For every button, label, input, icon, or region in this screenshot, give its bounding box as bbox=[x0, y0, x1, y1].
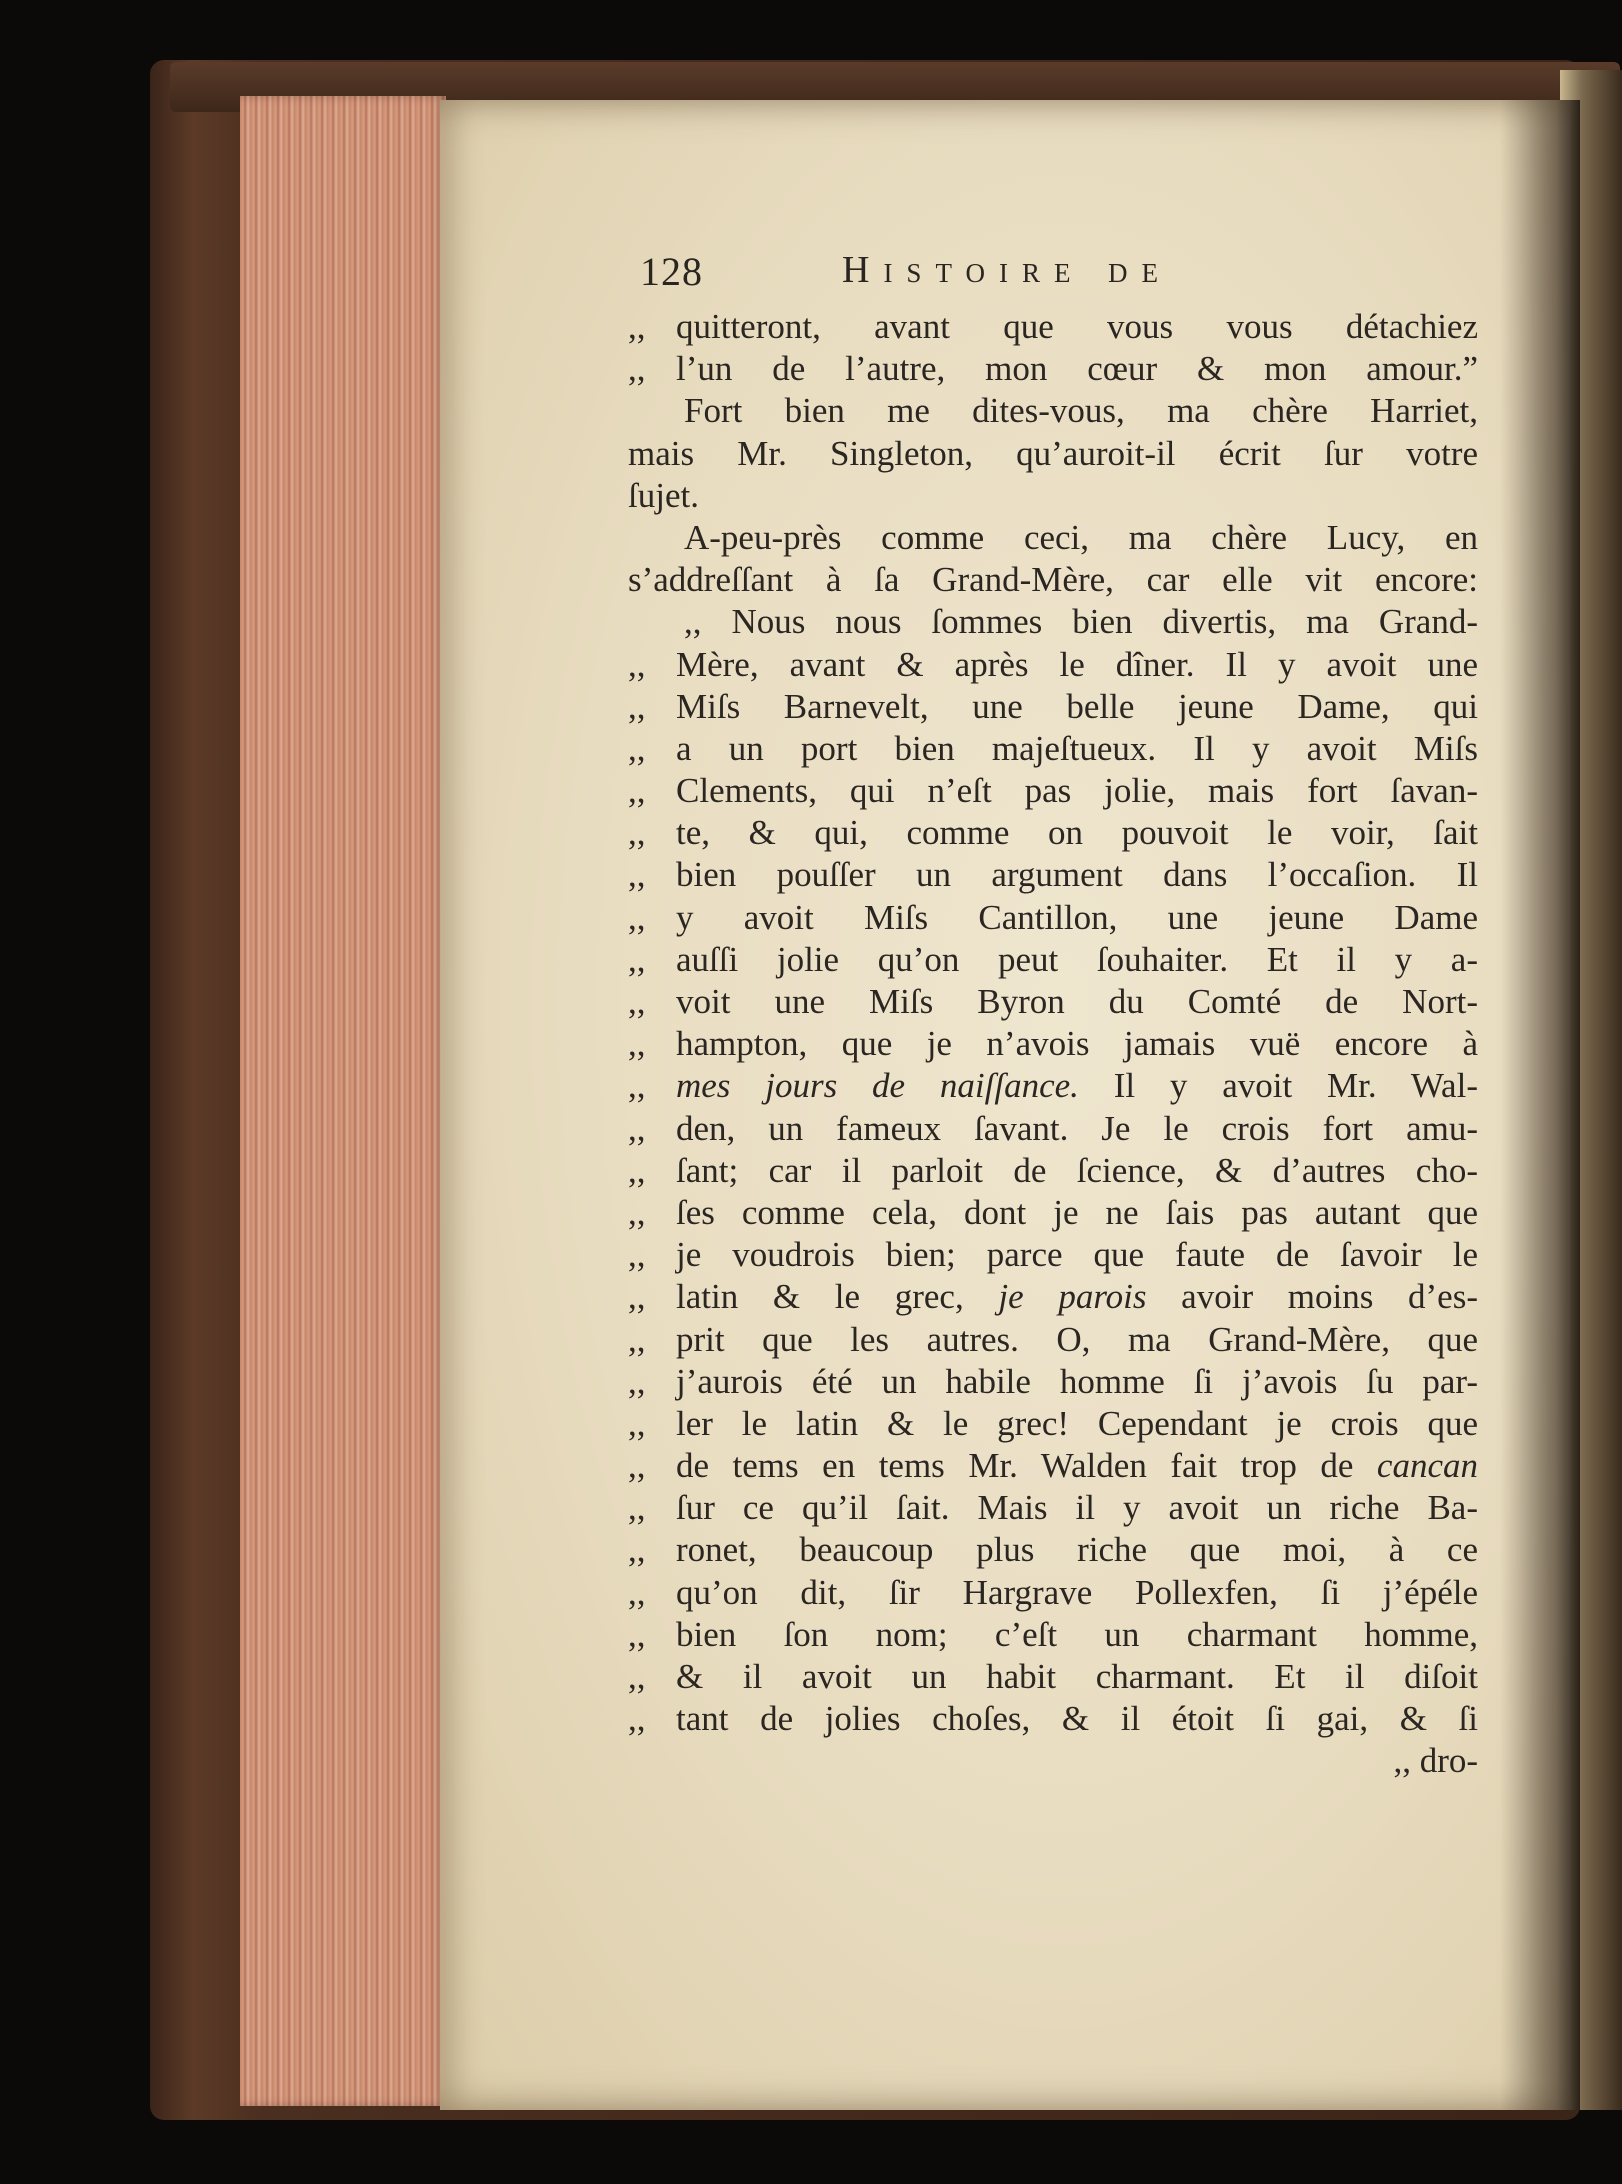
text-line bbox=[628, 1614, 1478, 1656]
line-text: de tems en tems Mr. Walden fait trop de cancan bbox=[676, 1446, 1478, 1486]
running-title: Histoire de bbox=[842, 249, 1172, 291]
quote-mark: ,, bbox=[628, 1066, 646, 1106]
line-text: Mère, avant & après le dîner. Il y avoit une bbox=[676, 644, 1478, 684]
line-text: quitteront, avant que vous vous détachiez bbox=[676, 307, 1478, 346]
quote-mark: ,, bbox=[628, 349, 646, 389]
quote-mark: ,, bbox=[628, 1319, 646, 1359]
catchword bbox=[628, 1740, 1478, 1782]
italic-text: cancan bbox=[1376, 1446, 1478, 1486]
text-line bbox=[628, 939, 1478, 981]
line-text: l’un de l’autre, mon cœur & mon amour.” bbox=[676, 349, 1478, 389]
text-line bbox=[628, 770, 1478, 812]
quote-mark: ,, bbox=[628, 1150, 646, 1190]
text-line bbox=[628, 1065, 1478, 1107]
line-text: ſant; car il parloit de ſcience, & d’autres cho- bbox=[676, 1150, 1478, 1190]
catchword-text: ,, dro- bbox=[1393, 1741, 1478, 1781]
text-line bbox=[628, 1403, 1478, 1445]
text-line bbox=[628, 1150, 1478, 1192]
text-line bbox=[628, 390, 1478, 432]
quote-mark: ,, bbox=[628, 1614, 646, 1654]
text-line bbox=[628, 897, 1478, 939]
line-text: mais Mr. Singleton, qu’auroit-il écrit ſur votre bbox=[628, 433, 1478, 473]
line-text: ſes comme cela, dont je ne ſais pas autant que bbox=[676, 1192, 1478, 1232]
text-line bbox=[628, 306, 1478, 348]
text-line bbox=[628, 812, 1478, 854]
text-line bbox=[628, 1361, 1478, 1403]
quote-mark: ,, bbox=[628, 897, 646, 937]
quote-mark: ,, bbox=[628, 1572, 646, 1612]
quote-mark: ,, bbox=[628, 1024, 646, 1064]
italic-text: mes jours de naiſſance. bbox=[676, 1066, 1079, 1106]
line-text: hampton, que je n’avois jamais vuë encore à bbox=[676, 1024, 1478, 1064]
quote-mark: ,, bbox=[628, 1277, 646, 1317]
text-line bbox=[628, 1192, 1478, 1234]
line-text: s’addreſſant à ſa Grand-Mère, car elle vit encore: bbox=[628, 560, 1478, 600]
gutter-shadow bbox=[1500, 100, 1580, 2110]
text-line bbox=[628, 981, 1478, 1023]
quote-mark: ,, bbox=[628, 728, 646, 768]
text-line bbox=[628, 1487, 1478, 1529]
text-line bbox=[628, 644, 1478, 686]
quote-mark: ,, bbox=[628, 982, 646, 1021]
page-number: 128 bbox=[640, 249, 703, 294]
line-text: voit une Miſs Byron du Comté de Nort- bbox=[676, 982, 1478, 1021]
quote-mark: ,, bbox=[628, 307, 646, 346]
quote-mark: ,, bbox=[628, 813, 646, 853]
quote-mark: ,, bbox=[628, 1235, 646, 1275]
text-line bbox=[628, 1529, 1478, 1571]
line-text: latin & le grec, je parois avoir moins d’es- bbox=[676, 1277, 1478, 1317]
text-line bbox=[628, 559, 1478, 601]
line-text: ſur ce qu’il ſait. Mais il y avoit un riche Ba- bbox=[676, 1488, 1478, 1528]
italic-text: je parois bbox=[998, 1277, 1147, 1317]
line-text: bien ſon nom; c’eſt un charmant homme, bbox=[676, 1614, 1478, 1654]
text-line bbox=[628, 728, 1478, 770]
line-text: den, un fameux ſavant. Je le crois fort amu- bbox=[676, 1108, 1478, 1148]
line-text: y avoit Miſs Cantillon, une jeune Dame bbox=[676, 897, 1478, 937]
text-line bbox=[628, 1023, 1478, 1065]
line-text: ,, Nous nous ſommes bien divertis, ma Grand- bbox=[684, 602, 1478, 642]
line-text: ronet, beaucoup plus riche que moi, à ce bbox=[676, 1530, 1478, 1570]
quote-mark: ,, bbox=[628, 939, 646, 979]
text-line bbox=[628, 1698, 1478, 1740]
text-line bbox=[628, 601, 1478, 643]
quote-mark: ,, bbox=[628, 686, 646, 726]
line-text: j’aurois été un habile homme ſi j’avois ſu par- bbox=[676, 1361, 1478, 1401]
line-text: bien pouſſer un argument dans l’occaſion. Il bbox=[676, 855, 1478, 895]
line-text: prit que les autres. O, ma Grand-Mère, que bbox=[676, 1319, 1478, 1359]
quote-mark: ,, bbox=[628, 855, 646, 895]
line-text: te, & qui, comme on pouvoit le voir, ſait bbox=[676, 813, 1478, 853]
quote-mark: ,, bbox=[628, 1488, 646, 1528]
line-text: & il avoit un habit charmant. Et il diſoit bbox=[676, 1657, 1478, 1696]
quote-mark: ,, bbox=[628, 1108, 646, 1148]
line-text: tant de jolies choſes, & il étoit ſi gai, & ſi bbox=[676, 1699, 1478, 1739]
text-line bbox=[628, 1319, 1478, 1361]
quote-mark: ,, bbox=[628, 1699, 646, 1739]
line-text: a un port bien majeſtueux. Il y avoit Miſs bbox=[676, 728, 1478, 768]
quote-mark: ,, bbox=[628, 1657, 646, 1696]
quote-mark: ,, bbox=[628, 1530, 646, 1570]
quote-mark: ,, bbox=[628, 644, 646, 684]
text-line bbox=[628, 1656, 1478, 1698]
quote-mark: ,, bbox=[628, 1446, 646, 1486]
line-text: auſſi jolie qu’on peut ſouhaiter. Et il y a- bbox=[676, 939, 1478, 979]
text-line bbox=[628, 1572, 1478, 1614]
quote-mark: ,, bbox=[628, 1361, 646, 1401]
line-text: qu’on dit, ſir Hargrave Pollexfen, ſi j’épéle bbox=[676, 1572, 1478, 1612]
line-text: Clements, qui n’eſt pas jolie, mais fort ſavan- bbox=[676, 771, 1478, 811]
body-text bbox=[628, 306, 1478, 1783]
page-fore-edge bbox=[240, 96, 446, 2106]
quote-mark: ,, bbox=[628, 1403, 646, 1443]
text-line bbox=[628, 686, 1478, 728]
quote-mark: ,, bbox=[628, 1192, 646, 1232]
line-text: je voudrois bien; parce que faute de ſavoir le bbox=[676, 1235, 1478, 1275]
text-line bbox=[628, 433, 1478, 475]
text-line bbox=[628, 348, 1478, 390]
line-text: A-peu-près comme ceci, ma chère Lucy, en bbox=[684, 517, 1478, 557]
line-text: ſujet. bbox=[628, 475, 699, 515]
text-line bbox=[628, 517, 1478, 559]
text-line bbox=[628, 1445, 1478, 1487]
running-head bbox=[640, 248, 1500, 304]
line-text: Fort bien me dites-vous, ma chère Harriet, bbox=[684, 391, 1478, 431]
text-line bbox=[628, 1276, 1478, 1318]
line-text: mes jours de naiſſance. Il y avoit Mr. Wal- bbox=[676, 1066, 1478, 1106]
text-line bbox=[628, 475, 1478, 517]
text-line bbox=[628, 1108, 1478, 1150]
text-line bbox=[628, 1234, 1478, 1276]
line-text: ler le latin & le grec! Cependant je crois que bbox=[676, 1403, 1478, 1443]
text-line bbox=[628, 854, 1478, 896]
line-text: Miſs Barnevelt, une belle jeune Dame, qui bbox=[676, 686, 1478, 726]
quote-mark: ,, bbox=[628, 771, 646, 811]
